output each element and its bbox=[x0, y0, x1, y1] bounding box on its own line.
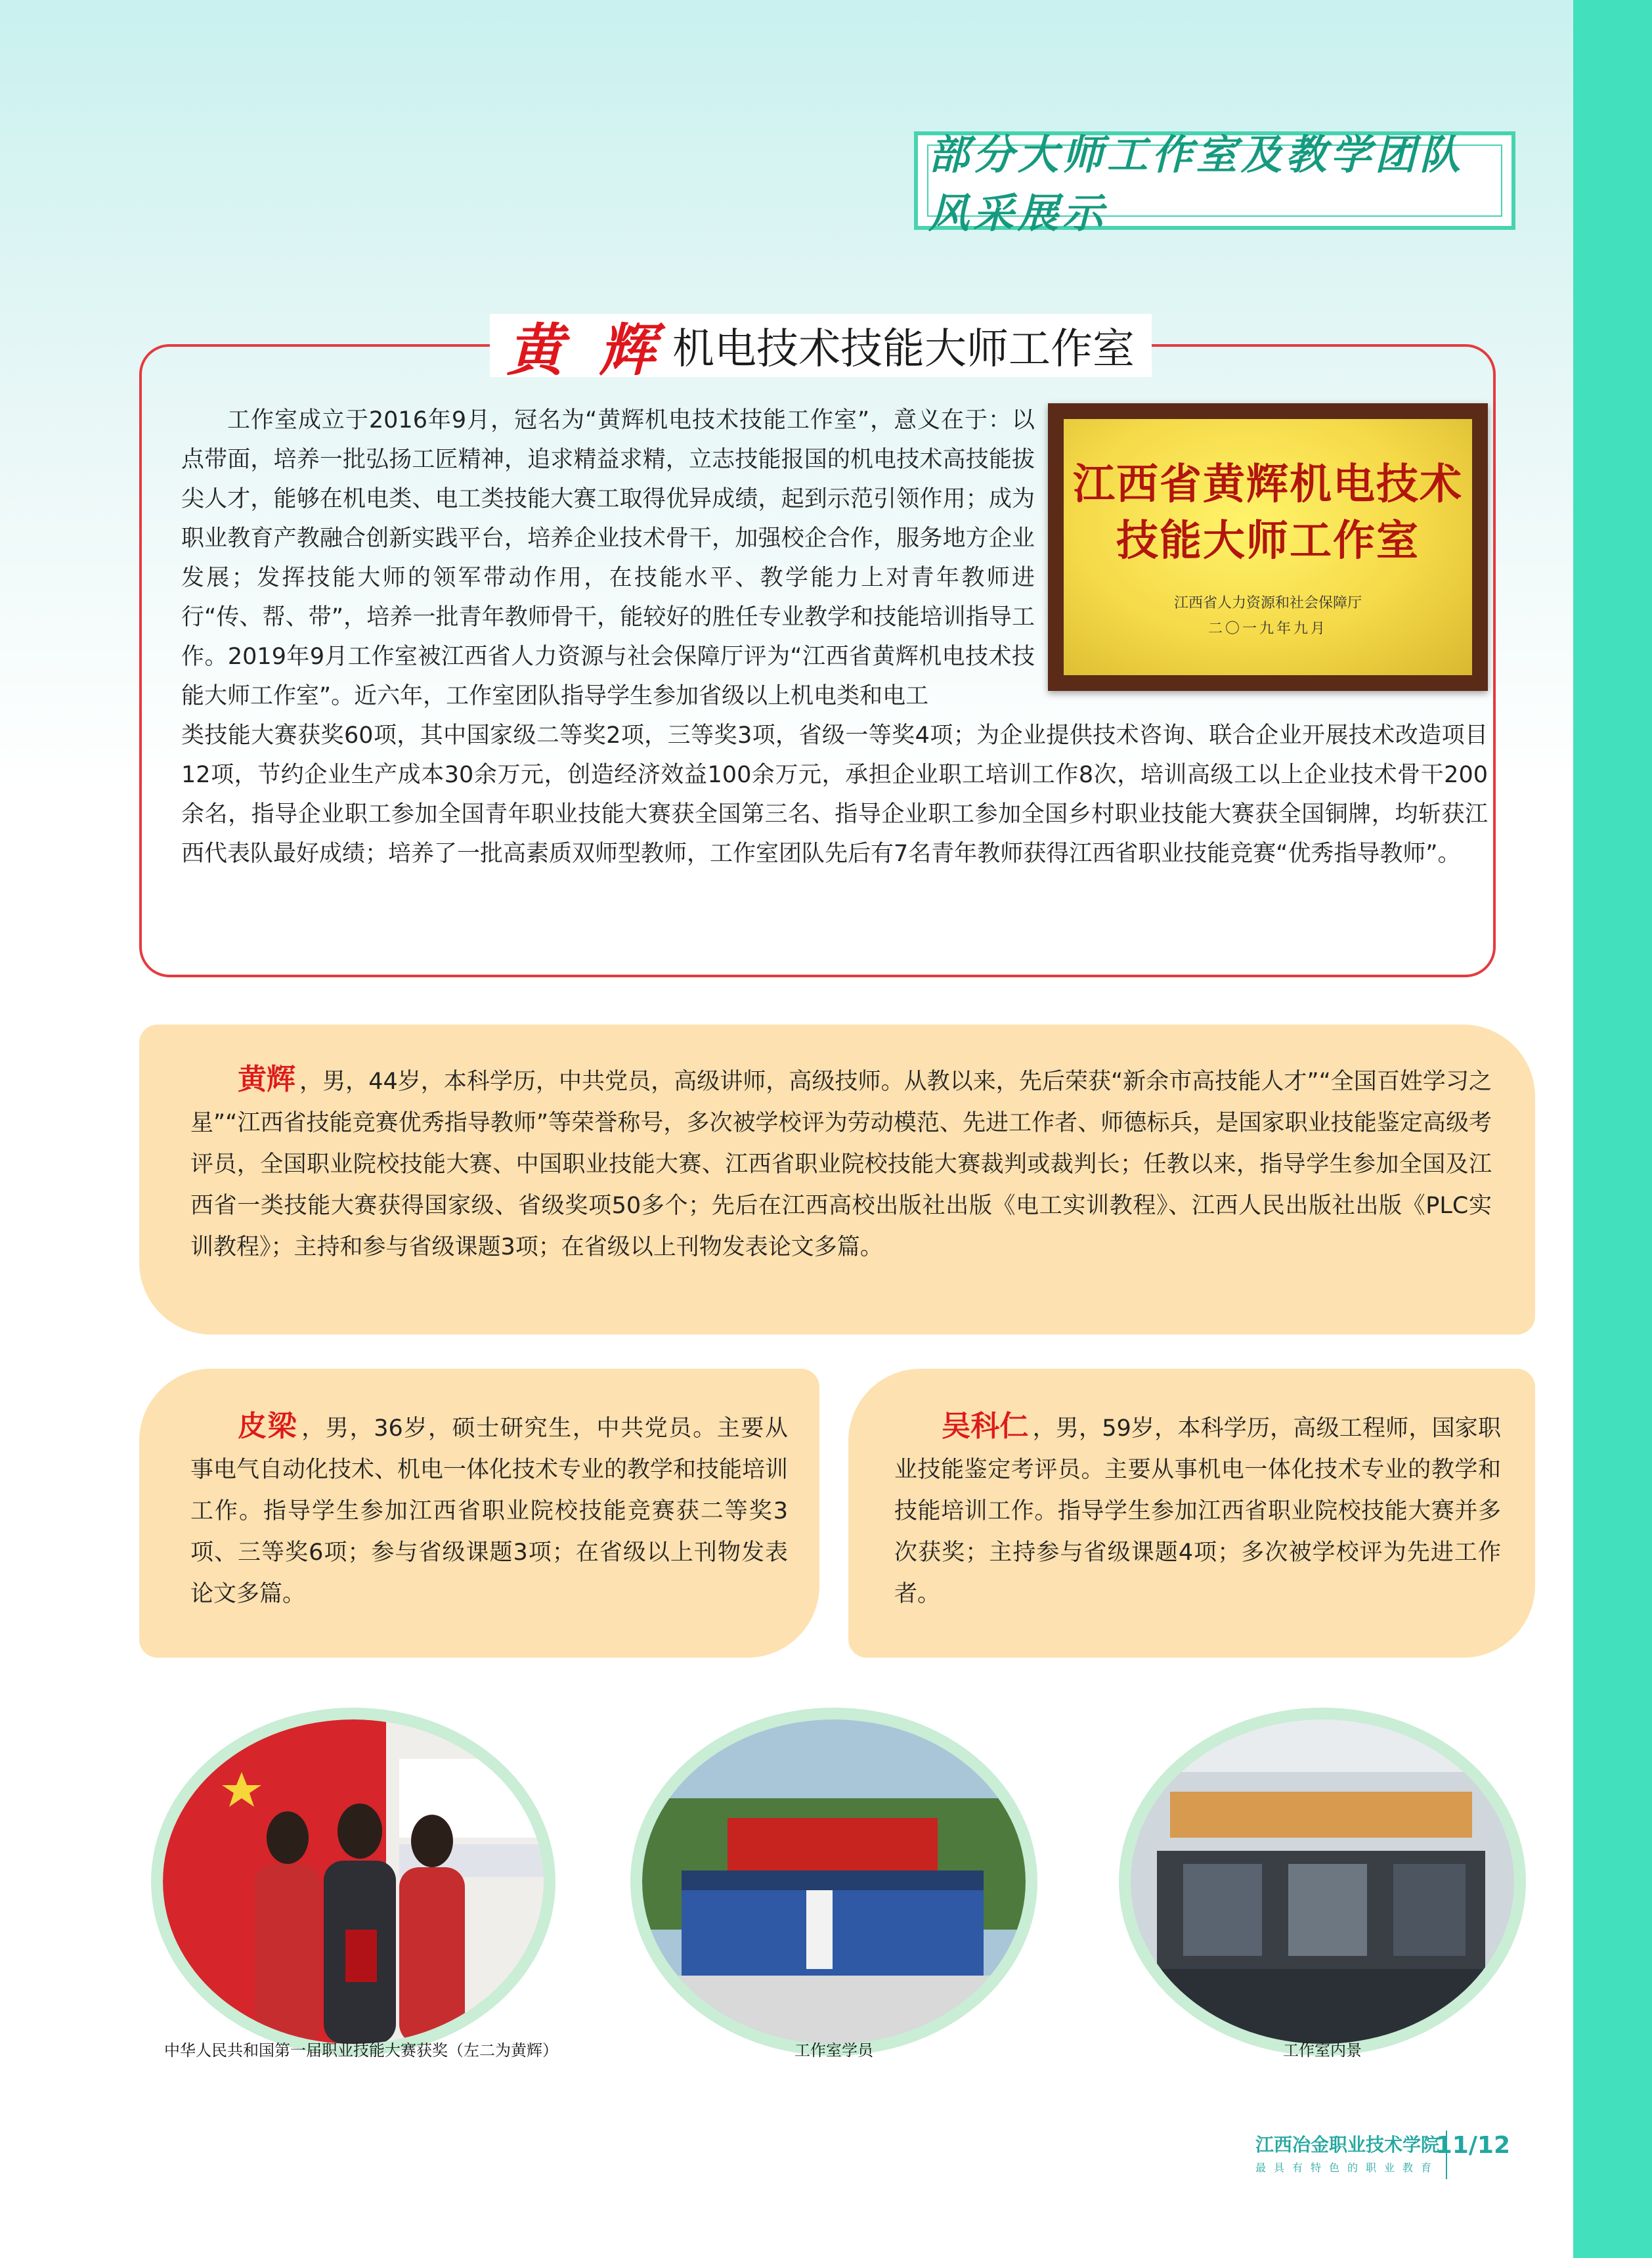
banner-title: 部分大师工作室及教学团队风采展示 bbox=[928, 131, 1465, 237]
photo-caption: 工作室学员 bbox=[794, 2041, 873, 2060]
banner-inner-frame bbox=[927, 131, 1502, 237]
side-accent-bar bbox=[1573, 0, 1652, 2258]
photo-caption: 工作室内景 bbox=[1283, 2041, 1362, 2060]
award-photo bbox=[151, 1708, 555, 2056]
studio-interior-scene bbox=[1131, 1719, 1514, 2044]
studio-interior-illustration bbox=[1131, 1719, 1514, 2044]
footer-school-name: 江西冶金职业技术学院 bbox=[1255, 2134, 1439, 2156]
plaque-line2: 技能大师工作室 bbox=[1116, 516, 1420, 565]
studio-description-part2: 类技能大赛获奖60项，其中国家级二等奖2项，三等奖3项，省级一等奖4项；为企业提供技术咨询、联合企业开展技术改造项目12项，节约企业生产成本30余万元，创造经济效益100余万元，承担企业职工培训工作8次，培训高级工以上企业技术骨干200余名，指导企业职工参加全国青年职业技能大赛获全国第三名、指导企业职工参加全国乡村职业技能大赛获全国铜牌，均斩获江西代表队最好成绩；培养了一批高素质双师型教师，工作室团队先后有7名青年教师获得江西省职业技能竞赛“优秀指导教师”。 bbox=[181, 722, 1488, 867]
studio-title bbox=[490, 314, 1152, 384]
person-name: 吴科仁 bbox=[942, 1409, 1029, 1443]
person-bio-paragraph bbox=[190, 1406, 788, 1615]
studio-title-name: 黄 辉 bbox=[507, 317, 663, 384]
plaque-face bbox=[1064, 419, 1472, 675]
plaque-date: 二〇一九年九月 bbox=[1207, 621, 1328, 637]
award-photo-illustration bbox=[163, 1719, 544, 2044]
photo-caption: 中华人民共和国第一届职业技能大赛获奖（左二为黄辉） bbox=[164, 2041, 558, 2060]
students-photo-illustration bbox=[642, 1719, 1026, 2044]
studio-title-rest: 机电技术技能大师工作室 bbox=[672, 325, 1135, 374]
studio-description-part1: 工作室成立于2016年9月，冠名为“黄辉机电技术技能工作室”，意义在于：以点带面，培养一批弘扬工匠精神，追求精益求精，立志技能报国的机电技术高技能拔尖人才，能够在机电类、电工类技能大赛工取得优异成绩，起到示范引领作用；成为职业教育产教融合创新实践平台，培养企业技术骨干，加强校企合作，服务地方企业发展；发挥技能大师的领军带动作用，在技能水平、教学能力上对青年教师进行“传、帮、带”，培养一批青年教师骨干，能较好的胜任专业教学和技能培训指导工作。2019年9月工作室被江西省人力资源与社会保障厅评为“江西省黄辉机电技术技能大师工作室”。近六年，工作室团队指导学生参加省级以上机电类和电工 bbox=[181, 407, 1035, 709]
person-card-huanghui bbox=[139, 1025, 1535, 1335]
award-photo-scene bbox=[163, 1719, 544, 2044]
person-bio-paragraph bbox=[190, 1059, 1492, 1268]
students-photo-scene bbox=[642, 1719, 1026, 2044]
plaque-line1: 江西省黄辉机电技术 bbox=[1073, 460, 1463, 509]
studio-plaque-image bbox=[1048, 403, 1488, 691]
studio-interior-photo bbox=[1119, 1708, 1526, 2056]
person-bio: ，男，36岁，硕士研究生，中共党员。主要从事电气自动化技术、机电一体化技术专业的教学和技能培训工作。指导学生参加江西省职业院校技能竞赛获二等奖3项、三等奖6项；参与省级课题3项；在省级以上刊物发表论文多篇。 bbox=[190, 1415, 789, 1607]
person-name: 黄辉 bbox=[238, 1063, 296, 1096]
person-bio-paragraph bbox=[894, 1406, 1501, 1615]
students-photo bbox=[630, 1708, 1037, 2056]
footer-slogan: 最具有特色的职业教育 bbox=[1255, 2161, 1439, 2174]
plaque-issuer: 江西省人力资源和社会保障厅 bbox=[1173, 595, 1362, 611]
person-bio: ，男，44岁，本科学历，中共党员，高级讲师，高级技师。从教以来，先后荣获“新余市高技能人才”“全国百姓学习之星”“江西省技能竞赛优秀指导教师”等荣誉称号，多次被学校评为劳动模范、先进工作者、师德标兵，是国家职业技能鉴定高级考评员，全国职业院校技能大赛、中国职业技能大赛、江西省职业院校技能大赛裁判或裁判长；任教以来，指导学生参加全国及江西省一类技能大赛获得国家级、省级奖项50多个；先后在江西高校出版社出版《电工实训教程》、江西人民出版社出版《PLC实训教程》；主持和参与省级课题3项；在省级以上刊物发表论文多篇。 bbox=[190, 1069, 1492, 1260]
person-bio: ，男，59岁，本科学历，高级工程师，国家职业技能鉴定考评员。主要从事机电一体化技术专业的教学和技能培训工作。指导学生参加江西省职业院校技能大赛并多次获奖；主持参与省级课题4项；多次被学校评为先进工作者。 bbox=[894, 1415, 1501, 1607]
section-banner bbox=[914, 131, 1515, 237]
person-card-wukeren bbox=[848, 1369, 1535, 1658]
page-footer bbox=[1195, 2128, 1510, 2200]
page-number: 11/12 bbox=[1435, 2132, 1510, 2159]
person-card-piliang bbox=[139, 1369, 819, 1658]
person-name: 皮梁 bbox=[238, 1409, 298, 1443]
